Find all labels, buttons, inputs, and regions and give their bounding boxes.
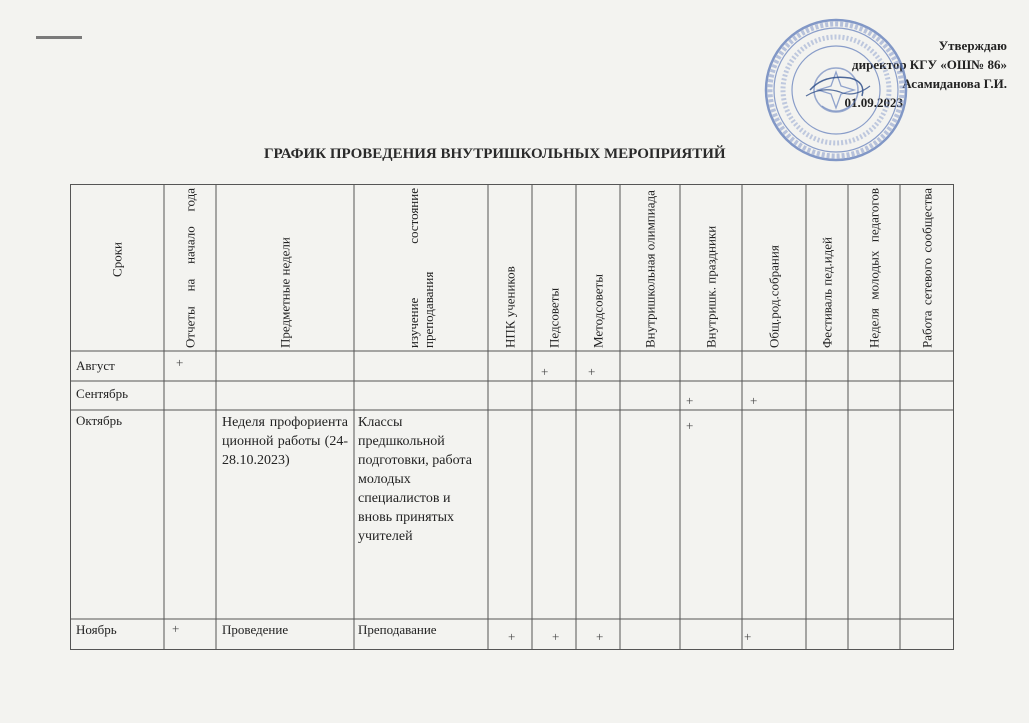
official-seal-stamp (762, 16, 910, 164)
header-school-holidays: Внутришк. праздники (703, 225, 719, 348)
mark-october-school-holidays: + (686, 418, 694, 433)
header-olympiad: Внутришкольная олимпиада (642, 189, 658, 348)
header-school-holidays-cell (680, 184, 742, 351)
header-methodical-councils-cell (576, 184, 620, 351)
header-pedagogical-councils-cell (532, 184, 576, 351)
header-terms-cell (70, 184, 164, 351)
header-young-teachers-week: Неделя молодых педагогов (866, 187, 882, 348)
mark-november-pedagogical-council: + (552, 629, 560, 644)
mark-november-methodical-council: + (596, 629, 604, 644)
row-month-august: Август (76, 358, 115, 373)
header-reports: Отчеты на начало года (182, 187, 198, 348)
november-subject-week: Проведение (222, 622, 289, 637)
header-student-conference: НПК учеников (502, 265, 518, 348)
header-reports-cell (164, 184, 216, 351)
page-title: ГРАФИК ПРОВЕДЕНИЯ ВНУТРИШКОЛЬНЫХ МЕРОПРИЯТИЙ (264, 146, 726, 162)
mark-november-reports: + (172, 621, 180, 636)
header-teaching-study-cell (354, 184, 488, 351)
november-teaching-study: Преподавание (358, 622, 437, 637)
october-teaching-study: Классы предшкольной подготовки, работа молодых специалистов и вновь принятых учителей (358, 415, 472, 544)
header-parent-meetings: Общ.род.собрания (766, 244, 782, 348)
header-terms: Сроки (109, 241, 125, 277)
mark-september-parent-meetings: + (750, 393, 758, 408)
header-subject-weeks-cell (216, 184, 354, 351)
approval-position: директор КГУ «ОШ№ 86» (852, 57, 1007, 72)
row-month-november: Ноябрь (76, 622, 117, 637)
header-student-conference-cell (488, 184, 532, 351)
header-parent-meetings-cell (742, 184, 806, 351)
mark-september-school-holidays: + (686, 393, 694, 408)
approval-signatory: Асамиданова Г.И. (902, 76, 1007, 91)
row-month-september: Сентябрь (76, 386, 129, 401)
row-month-october: Октябрь (76, 413, 123, 428)
approval-heading: Утверждаю (938, 38, 1007, 53)
approval-date: 01.09.2023 (844, 95, 903, 110)
mark-november-student-conference: + (508, 629, 516, 644)
mark-august-pedagogical-council: + (541, 364, 549, 379)
header-network-community-cell (900, 184, 954, 351)
header-olympiad-cell (620, 184, 680, 351)
header-methodical-councils: Методсоветы (590, 273, 606, 348)
mark-november-parent-meetings: + (744, 629, 752, 644)
header-subject-weeks: Предметные недели (277, 236, 293, 348)
header-festival: Фестиваль пед.идей (819, 236, 835, 348)
header-pedagogical-councils: Педсоветы (546, 287, 562, 348)
header-teaching-study: изучение состояние преподавания (406, 187, 436, 348)
october-subject-week: Неделя профориентационной работы (24-28.10.2023) (222, 415, 348, 468)
mark-august-reports: + (176, 355, 184, 370)
scan-mark (36, 36, 82, 39)
header-network-community: Работа сетевого сообщества (919, 187, 935, 348)
header-festival-cell (806, 184, 848, 351)
header-young-teachers-week-cell (848, 184, 900, 351)
mark-august-methodical-council: + (588, 364, 596, 379)
